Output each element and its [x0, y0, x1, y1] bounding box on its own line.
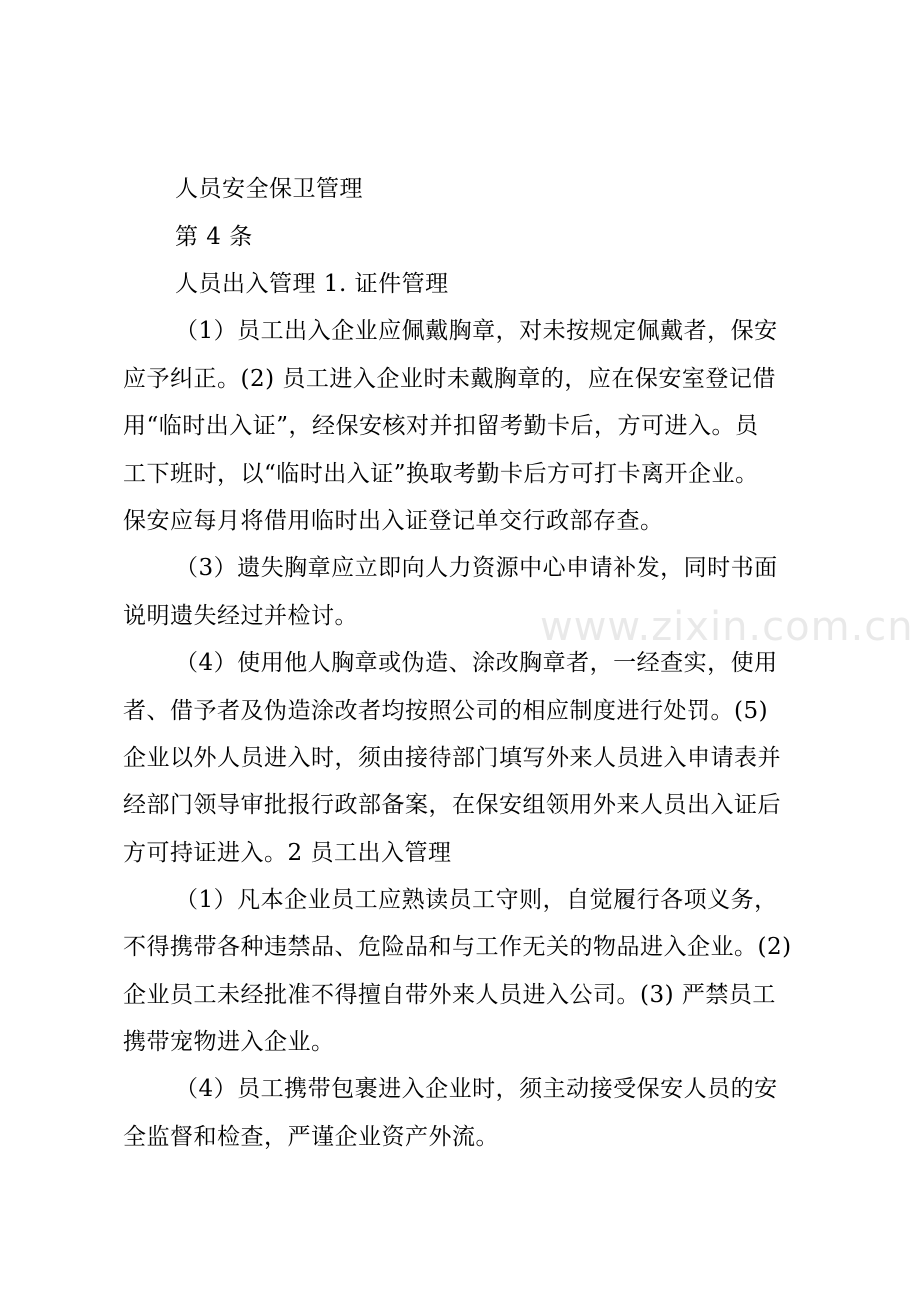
paragraph-line: （1）凡本企业员工应熟读员工守则，自觉履行各项义务，	[175, 887, 778, 913]
watermark-text: www.zixin.com.cn	[540, 604, 914, 650]
paragraph-line: 用“临时出入证”，经保安核对并扣留考勤卡后，方可进入。员	[123, 413, 759, 439]
subsection-heading: 人员出入管理 1. 证件管理	[175, 271, 449, 297]
paragraph-line: 携带宠物进入企业。	[123, 1029, 335, 1055]
paragraph-line: 全监督和检查，严谨企业资产外流。	[123, 1124, 499, 1150]
paragraph-line: 不得携带各种违禁品、危险品和与工作无关的物品进入企业。(2)	[123, 934, 792, 960]
paragraph-line: 经部门领导审批报行政部备案，在保安组领用外来人员出入证后	[123, 792, 781, 818]
paragraph-line: 应予纠正。(2) 员工进入企业时未戴胸章的，应在保安室登记借	[123, 366, 776, 392]
paragraph-line: 说明遗失经过并检讨。	[123, 603, 358, 629]
paragraph-line: 方可持证进入。2 员工出入管理	[123, 840, 452, 866]
paragraph-line: 者、借予者及伪造涂改者均按照公司的相应制度进行处罚。(5)	[123, 698, 769, 724]
section-title: 人员安全保卫管理	[175, 176, 363, 202]
paragraph-line: 企业以外人员进入时，须由接待部门填写外来人员进入申请表并	[123, 745, 781, 771]
paragraph-line: （3）遗失胸章应立即向人力资源中心申请补发，同时书面	[175, 555, 778, 581]
paragraph-line: 保安应每月将借用临时出入证登记单交行政部存查。	[123, 508, 664, 534]
article-number: 第 4 条	[175, 224, 253, 250]
paragraph-line: （4）员工携带包裹进入企业时，须主动接受保安人员的安	[175, 1076, 778, 1102]
paragraph-line: 企业员工未经批准不得擅自带外来人员进入公司。(3) 严禁员工	[123, 982, 776, 1008]
paragraph-line: （1）员工出入企业应佩戴胸章，对未按规定佩戴者，保安	[175, 318, 778, 344]
paragraph-line: （4）使用他人胸章或伪造、涂改胸章者，一经查实，使用	[175, 650, 778, 676]
paragraph-line: 工下班时，以“临时出入证”换取考勤卡后方可打卡离开企业。	[123, 461, 759, 487]
